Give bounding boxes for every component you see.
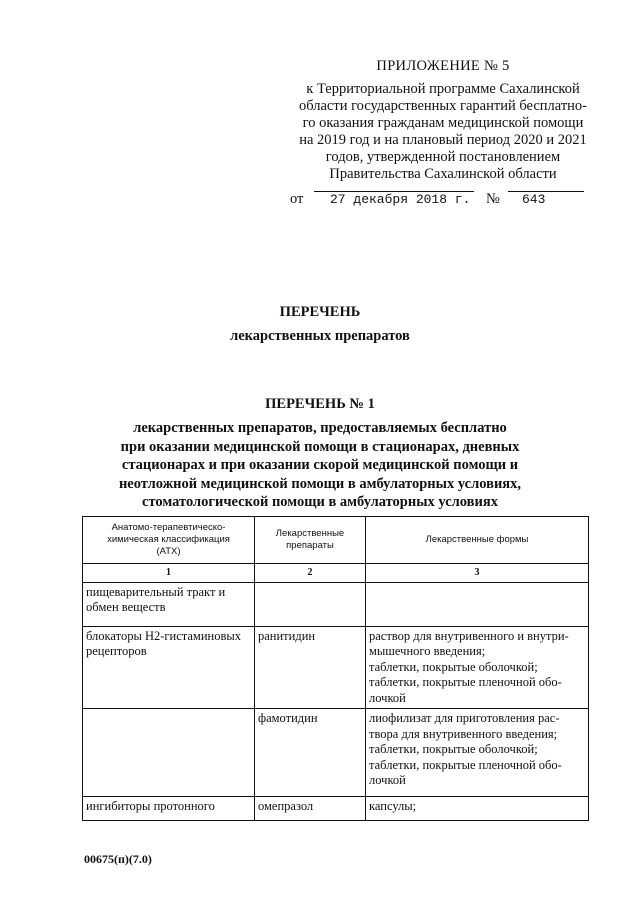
appendix-line: годов, утвержденной постановлением [325,149,561,165]
list1-description [0,419,640,512]
drug-cell: фамотидин [255,709,366,797]
form-line: лиофилизат для приготовления рас- [369,711,560,725]
header-forms [366,517,589,564]
header-atx-line: химическая классификация [107,534,230,545]
header-atx-line: Анатомо-терапевтическо- [111,522,226,533]
appendix-description [288,81,598,183]
list-subheading: лекарственных препаратов [230,328,410,344]
decree-date-number [290,191,590,209]
appendix-line: го оказания гражданам медицинской помощи [302,115,584,131]
forms-cell [366,582,589,626]
date-prefix: от [290,191,304,207]
atx-line: пищеварительный тракт и [86,584,226,599]
appendix-line: на 2019 год и на плановый период 2020 и 2021 [299,132,587,148]
list1-line: при оказании медицинской помощи в стационарах, дневных [120,438,520,455]
table-row [83,626,589,709]
form-line: лочкой [369,773,406,787]
atx-cell [83,797,255,821]
list1-line: стоматологической помощи в амбулаторных условиях [142,494,498,510]
atx-line: ингибиторы протонного [86,799,215,813]
document-code: 00675(п)(7.0) [84,852,152,866]
header-forms-line: Лекарственные формы [425,534,529,545]
form-line: мышечного введения; [369,644,486,658]
form-line: таблетки, покрытые оболочкой; [369,659,538,674]
column-number: 1 [83,564,255,583]
form-line: твора для внутривенного введения; [369,726,558,741]
drug-cell: ранитидин [255,626,366,709]
list1-line: стационарах и при оказании скорой медицинской помощи и [121,457,519,473]
form-line: раствор для внутривенного и внутри- [369,628,569,643]
table-row [83,709,589,797]
form-line: таблетки, покрытые оболочкой; [369,742,538,756]
atx-cell [83,582,255,626]
forms-cell [366,626,589,709]
appendix-header [288,58,598,183]
atx-line: рецепторов [86,644,147,658]
appendix-line: Правительства Сахалинской области [329,166,557,182]
header-atx-line: (АТХ) [156,546,181,557]
forms-cell [366,709,589,797]
table-row [83,797,589,821]
decree-number: 643 [522,192,546,207]
form-line: капсулы; [369,799,417,813]
appendix-title: ПРИЛОЖЕНИЕ № 5 [376,58,510,74]
form-line: лочкой [369,690,406,705]
atx-cell [83,626,255,709]
column-number-row [83,564,589,583]
list1-line: лекарственных препаратов, предоставляемых бесплатно [133,420,507,436]
header-atx [83,517,255,564]
drug-cell [255,582,366,626]
column-number: 2 [255,564,366,583]
atx-line: обмен веществ [86,600,166,614]
table-row [83,582,589,626]
list-heading: ПЕРЕЧЕНЬ [279,304,361,320]
decree-date: 27 декабря 2018 г. [330,192,471,207]
header-drugs-line: Лекарственные [275,528,345,539]
header-drugs-line: препараты [286,540,334,551]
form-line: таблетки, покрытые пленочной обо- [369,757,562,772]
drug-cell: омепразол [255,797,366,821]
column-number: 3 [366,564,589,583]
drugs-table [82,516,589,821]
atx-line: блокаторы Н2-гистаминовых [86,628,242,643]
table-header-row [83,517,589,564]
appendix-line: области государственных гарантий бесплатно- [298,98,587,114]
form-line: таблетки, покрытые пленочной обо- [369,675,562,689]
number-prefix: № [486,191,500,207]
forms-cell [366,797,589,821]
list1-title: ПЕРЕЧЕНЬ № 1 [265,396,375,412]
appendix-line: к Территориальной программе Сахалинской [306,81,580,97]
atx-cell [83,709,255,797]
number-underline [508,191,584,192]
header-drugs [255,517,366,564]
list1-line: неотложной медицинской помощи в амбулаторных условиях, [118,475,522,492]
